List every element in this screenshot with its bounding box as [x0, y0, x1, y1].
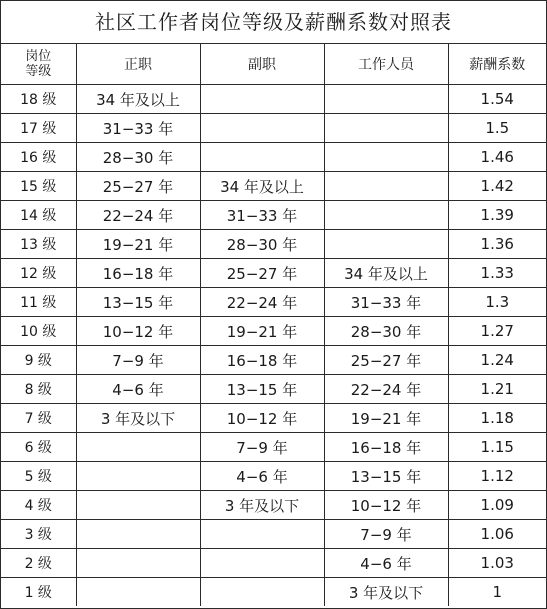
zhengzhi-years-cell: [76, 520, 200, 549]
grade-cell: 13 级: [1, 230, 76, 259]
fuzhi-years-cell: 10−12 年: [200, 404, 324, 433]
fuzhi-years-cell: [200, 578, 324, 607]
grade-cell: 5 级: [1, 462, 76, 491]
staff-years-cell: 4−6 年: [324, 549, 448, 578]
coefficient-cell: 1.24: [448, 346, 546, 375]
staff-years-cell: [324, 230, 448, 259]
staff-years-cell: 3 年及以下: [324, 578, 448, 607]
fuzhi-years-cell: 34 年及以上: [200, 172, 324, 201]
fuzhi-years-cell: 22−24 年: [200, 288, 324, 317]
table-row: [1, 143, 546, 172]
grade-cell: 6 级: [1, 433, 76, 462]
header-staff: 工作人员: [324, 44, 448, 85]
coefficient-cell: 1.54: [448, 85, 546, 114]
table-row: [1, 404, 546, 433]
coefficient-cell: 1.18: [448, 404, 546, 433]
coefficient-cell: 1.33: [448, 259, 546, 288]
table-row: [1, 114, 546, 143]
coefficient-cell: 1.5: [448, 114, 546, 143]
fuzhi-years-cell: 28−30 年: [200, 230, 324, 259]
header-zhengzhi: 正职: [76, 44, 200, 85]
zhengzhi-years-cell: 22−24 年: [76, 201, 200, 230]
table-row: [1, 317, 546, 346]
zhengzhi-years-cell: 7−9 年: [76, 346, 200, 375]
fuzhi-years-cell: [200, 114, 324, 143]
grade-cell: 17 级: [1, 114, 76, 143]
fuzhi-years-cell: [200, 549, 324, 578]
coefficient-cell: 1.15: [448, 433, 546, 462]
zhengzhi-years-cell: 25−27 年: [76, 172, 200, 201]
coefficient-cell: 1.39: [448, 201, 546, 230]
zhengzhi-years-cell: 16−18 年: [76, 259, 200, 288]
fuzhi-years-cell: [200, 85, 324, 114]
zhengzhi-years-cell: [76, 491, 200, 520]
grade-cell: 2 级: [1, 549, 76, 578]
staff-years-cell: 31−33 年: [324, 288, 448, 317]
fuzhi-years-cell: 4−6 年: [200, 462, 324, 491]
coefficient-cell: 1.21: [448, 375, 546, 404]
zhengzhi-years-cell: 3 年及以下: [76, 404, 200, 433]
header-grade-line2: 等级: [25, 64, 52, 79]
table-row: [1, 201, 546, 230]
table-row: [1, 230, 546, 259]
table-row: [1, 259, 546, 288]
coefficient-cell: 1.36: [448, 230, 546, 259]
grade-cell: 3 级: [1, 520, 76, 549]
header-coefficient: 薪酬系数: [448, 44, 546, 85]
staff-years-cell: [324, 172, 448, 201]
zhengzhi-years-cell: 4−6 年: [76, 375, 200, 404]
fuzhi-years-cell: 31−33 年: [200, 201, 324, 230]
coefficient-cell: 1.12: [448, 462, 546, 491]
zhengzhi-years-cell: 34 年及以上: [76, 85, 200, 114]
header-grade: [1, 44, 76, 85]
grade-cell: 16 级: [1, 143, 76, 172]
grade-cell: 15 级: [1, 172, 76, 201]
table-row: [1, 491, 546, 520]
staff-years-cell: 16−18 年: [324, 433, 448, 462]
grade-cell: 10 级: [1, 317, 76, 346]
table-row: [1, 520, 546, 549]
table-row: [1, 375, 546, 404]
grade-cell: 18 级: [1, 85, 76, 114]
coefficient-cell: 1.42: [448, 172, 546, 201]
header-fuzhi: 副职: [200, 44, 324, 85]
grade-coefficient-table: [1, 44, 546, 606]
staff-years-cell: [324, 85, 448, 114]
header-grade-line1: 岗位: [25, 49, 52, 64]
table-row: [1, 578, 546, 607]
table-row: [1, 549, 546, 578]
fuzhi-years-cell: 25−27 年: [200, 259, 324, 288]
table-row: [1, 462, 546, 491]
fuzhi-years-cell: 13−15 年: [200, 375, 324, 404]
zhengzhi-years-cell: 31−33 年: [76, 114, 200, 143]
fuzhi-years-cell: 7−9 年: [200, 433, 324, 462]
fuzhi-years-cell: 3 年及以下: [200, 491, 324, 520]
zhengzhi-years-cell: 10−12 年: [76, 317, 200, 346]
coefficient-cell: 1.06: [448, 520, 546, 549]
zhengzhi-years-cell: [76, 549, 200, 578]
zhengzhi-years-cell: [76, 578, 200, 607]
table-row: [1, 288, 546, 317]
coefficient-cell: 1.46: [448, 143, 546, 172]
coefficient-cell: 1.09: [448, 491, 546, 520]
fuzhi-years-cell: [200, 143, 324, 172]
staff-years-cell: 19−21 年: [324, 404, 448, 433]
header-row: [1, 44, 546, 85]
zhengzhi-years-cell: 19−21 年: [76, 230, 200, 259]
coefficient-cell: 1: [492, 583, 503, 601]
grade-cell: 7 级: [1, 404, 76, 433]
grade-cell: 8 级: [1, 375, 76, 404]
staff-years-cell: [324, 114, 448, 143]
staff-years-cell: [324, 201, 448, 230]
staff-years-cell: 10−12 年: [324, 491, 448, 520]
fuzhi-years-cell: 16−18 年: [200, 346, 324, 375]
table-title: 社区工作者岗位等级及薪酬系数对照表: [1, 1, 546, 44]
table-row: [1, 433, 546, 462]
fuzhi-years-cell: [200, 520, 324, 549]
grade-cell: 9 级: [1, 346, 76, 375]
coefficient-cell: 1.3: [448, 288, 546, 317]
grade-cell: 1 级: [1, 578, 76, 607]
staff-years-cell: 34 年及以上: [324, 259, 448, 288]
staff-years-cell: [324, 143, 448, 172]
fuzhi-years-cell: 19−21 年: [200, 317, 324, 346]
zhengzhi-years-cell: 13−15 年: [76, 288, 200, 317]
staff-years-cell: 7−9 年: [324, 520, 448, 549]
grade-cell: 4 级: [1, 491, 76, 520]
staff-years-cell: 13−15 年: [324, 462, 448, 491]
zhengzhi-years-cell: [76, 462, 200, 491]
table-row: [1, 346, 546, 375]
table-row: [1, 172, 546, 201]
grade-cell: 12 级: [1, 259, 76, 288]
coefficient-cell: 1.27: [448, 317, 546, 346]
grade-cell: 14 级: [1, 201, 76, 230]
staff-years-cell: 28−30 年: [324, 317, 448, 346]
grade-cell: 11 级: [1, 288, 76, 317]
zhengzhi-years-cell: [76, 433, 200, 462]
staff-years-cell: 25−27 年: [324, 346, 448, 375]
coefficient-cell: 1.03: [448, 549, 546, 578]
table-row: [1, 85, 546, 114]
table-body: [1, 85, 546, 607]
staff-years-cell: 22−24 年: [324, 375, 448, 404]
zhengzhi-years-cell: 28−30 年: [76, 143, 200, 172]
